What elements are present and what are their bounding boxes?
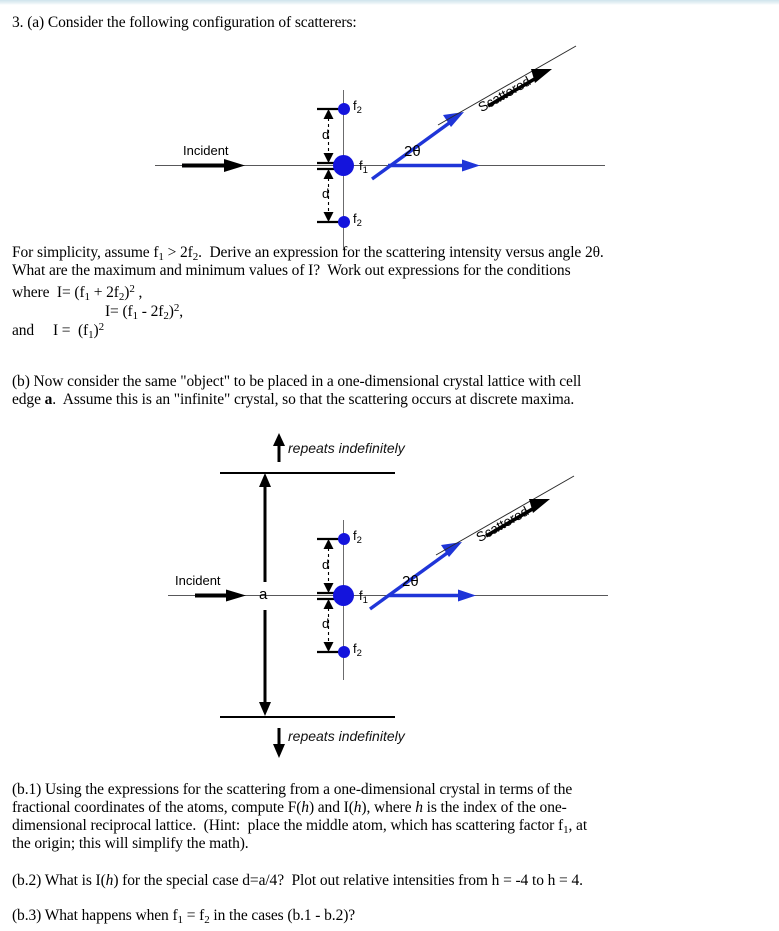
cell-edge-a-label: a (259, 586, 268, 603)
repeats-top-label: repeats indefinitely (288, 440, 405, 456)
scatterer-configuration-diagram (0, 30, 779, 235)
incident-label-2: Incident (175, 573, 221, 588)
part-b1-line4: the origin; this will simplify the math). (12, 835, 249, 852)
part-b1-line3: dimensional reciprocal lattice. (Hint: place the middle atom, which has scattering factor $f_1$, at (12, 817, 588, 837)
scatterer-f2-bottom-2 (338, 646, 350, 658)
part-a-body-line4: $I= (f_1 - 2f_2)^2$, (105, 302, 183, 323)
figure1-vectors (0, 30, 779, 235)
d-lower-label-2: d (322, 616, 330, 631)
repeats-bottom-arrow (273, 728, 285, 758)
question-number: 3. (a) Consider the following configuration of scatterers: (12, 14, 357, 31)
part-b1-line2: fractional coordinates of the atoms, compute F(h) and I(h), where h is the index of the one- (12, 799, 567, 816)
transmitted-beam-arrow (388, 160, 480, 172)
part-a-body-line1: For simplicity, assume $f_1 > 2f_2$. Derive an expression for the scattering intensity versus angle 2θ. (12, 244, 604, 264)
repeats-top-arrow (273, 433, 285, 462)
incident-label: Incident (183, 143, 229, 158)
crystal-lattice-diagram (0, 432, 779, 762)
d-upper-label-2: d (322, 557, 330, 572)
f2-top-label: $f_2$ (353, 98, 362, 116)
part-b1-line1: (b.1) Using the expressions for the scattering from a one-dimensional crystal in terms of the (12, 781, 573, 798)
f2-top-label-2: $f_2$ (353, 528, 362, 546)
f2-bottom-label-2: $f_2$ (353, 641, 362, 659)
part-b2-line: (b.2) What is I(h) for the special case d=a/4? Plot out relative intensities from h = -4 to h = 4. (12, 872, 583, 889)
two-theta-label: 2θ (404, 143, 421, 160)
scattered-label: Scattered (475, 73, 534, 115)
transmitted-beam-arrow-2 (388, 590, 476, 602)
two-theta-label-2: 2θ (402, 573, 419, 590)
part-a-body-line3: where $I= (f_1 + 2f_2)^2$ , (12, 283, 143, 304)
incident-beam-arrow-2 (195, 590, 246, 602)
scatterer-f2-bottom (338, 216, 350, 228)
f1-label: $f_1$ (359, 158, 368, 176)
part-a-body-line2: What are the maximum and minimum values of I? Work out expressions for the conditions (12, 262, 571, 279)
scatterer-f2-top (338, 103, 350, 115)
scatterer-f2-top-2 (338, 533, 350, 545)
scatterer-f1-center-2 (333, 585, 354, 606)
f1-label-2: $f_1$ (359, 588, 368, 606)
repeats-bottom-label: repeats indefinitely (288, 728, 405, 744)
scatterer-f1-center (333, 155, 354, 176)
part-b3-line: (b.3) What happens when $f_1 = f_2$ in the cases (b.1 - b.2)? (12, 907, 356, 927)
f2-bottom-label: $f_2$ (353, 211, 362, 229)
part-a-body-line5: and $I = (f_1)^2$ (12, 321, 104, 342)
d-lower-label: d (322, 186, 330, 201)
part-b-prompt-line2: edge a. Assume this is an "infinite" crystal, so that the scattering occurs at discrete maxima. (12, 391, 575, 408)
incident-beam-arrow (182, 159, 245, 172)
d-upper-label: d (322, 127, 330, 142)
figure2-vectors (0, 432, 779, 762)
top-edge-strip (0, 0, 779, 5)
part-b-prompt-line1: (b) Now consider the same "object" to be placed in a one-dimensional crystal lattice with cell (12, 373, 582, 390)
scattered-label-2: Scattered (473, 503, 532, 545)
